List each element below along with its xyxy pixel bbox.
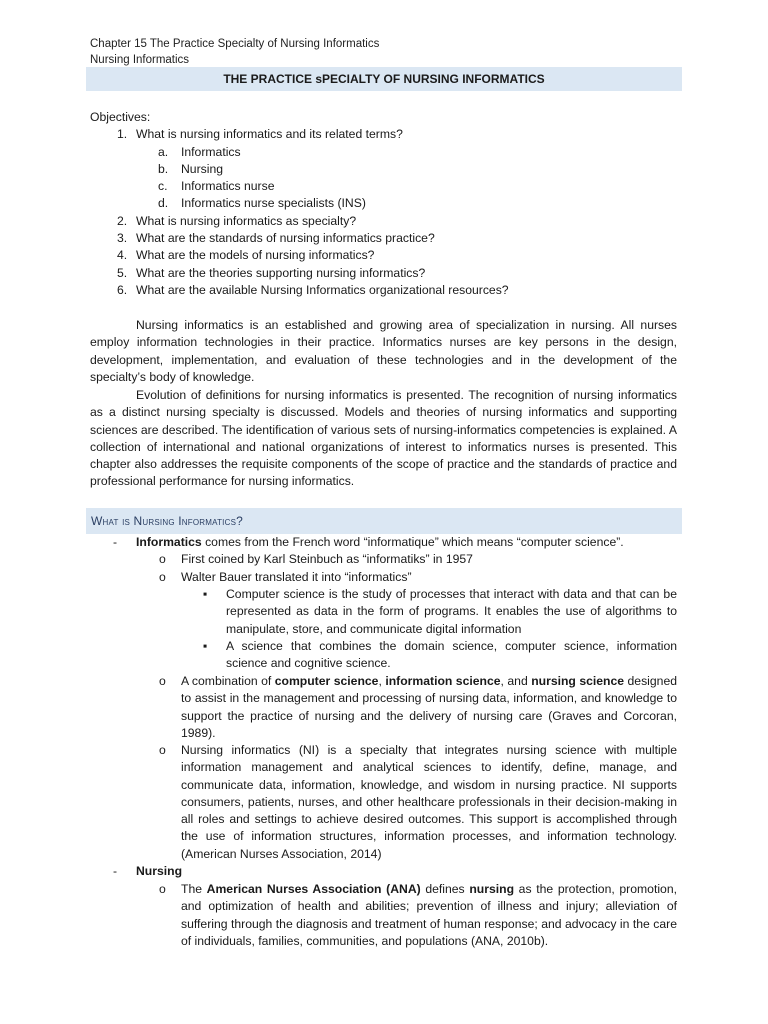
circle-bullet: o xyxy=(159,882,166,896)
objective-number: 2. xyxy=(117,214,128,228)
nursing-informatics-definition-graves xyxy=(181,673,677,742)
objective-item: What are the models of nursing informatics? xyxy=(136,248,375,262)
informatics-term: Informatics xyxy=(136,535,202,549)
document-title: THE PRACTICE sPECIALTY OF NURSING INFORMATICS xyxy=(86,67,682,91)
objective-item: What are the theories supporting nursing informatics? xyxy=(136,266,426,280)
dash-bullet: - xyxy=(113,535,118,549)
text-run: The xyxy=(181,882,207,896)
square-bullet: ▪ xyxy=(203,587,208,601)
objective-item: What are the available Nursing Informatics organizational resources? xyxy=(136,283,509,297)
objective-subitem: Informatics xyxy=(181,145,241,159)
section-heading xyxy=(86,508,682,534)
text-run: A combination of xyxy=(181,674,275,688)
objective-subitem: Informatics nurse specialists (INS) xyxy=(181,196,366,210)
text-run: as the protection, promotion, and optimization of health and abilities; prevention of illness and injury; alleviation of suffering through the diagnosis and treatment of human response; and advocacy in the care of individuals, families, communities, and populations (ANA, 2010b). xyxy=(181,882,677,948)
text-run: , and xyxy=(500,674,532,688)
text-run: defines xyxy=(420,882,470,896)
section-heading-text: What is Nursing Informatics? xyxy=(91,514,243,528)
objective-subitem-letter: c. xyxy=(158,179,168,193)
objective-subitem-letter: d. xyxy=(158,196,169,210)
objective-item: What is nursing informatics and its related terms? xyxy=(136,127,403,141)
objective-subitem: Nursing xyxy=(181,162,223,176)
circle-bullet: o xyxy=(159,570,166,584)
objective-item: What is nursing informatics as specialty? xyxy=(136,214,357,228)
objective-number: 5. xyxy=(117,266,128,280)
computer-science-definition: Computer science is the study of processes that interact with data and that can be represented as data in the form of programs. It enables the use of algorithms to manipulate, store, and communicate digital information xyxy=(226,587,677,636)
bold-term: computer science xyxy=(274,674,379,688)
objective-number: 6. xyxy=(117,283,128,297)
nursing-term: Nursing xyxy=(136,864,183,878)
nursing-definition xyxy=(181,881,677,950)
text-run: , xyxy=(378,674,386,688)
intro-paragraph-2: Evolution of definitions for nursing informatics is presented. The recognition of nursing informatics as a distinct nursing specialty is discussed. Models and theories of nursing informatics and supporting sciences are described. The identification of various sets of nursing-informatics competencies is explained. A collection of international and national organizations of interest to informatics nurses is presented. This chapter also addresses the requisite components of the scope of practice and the standards of practice and professional performance for nursing informatics. xyxy=(90,388,677,489)
objective-subitem-letter: a. xyxy=(158,145,169,159)
combined-science-definition: A science that combines the domain science, computer science, information science and cognitive science. xyxy=(226,639,677,671)
dash-bullet: - xyxy=(113,864,118,878)
running-header-chapter: Chapter 15 The Practice Specialty of Nursing Informatics xyxy=(90,38,380,50)
objectives-heading: Objectives: xyxy=(90,110,151,124)
bold-term: information science xyxy=(385,674,501,688)
bold-term: American Nurses Association (ANA) xyxy=(206,882,421,896)
informatics-definition xyxy=(136,534,624,551)
objective-subitem-letter: b. xyxy=(158,162,169,176)
objective-item: What are the standards of nursing informatics practice? xyxy=(136,231,435,245)
circle-bullet: o xyxy=(159,674,166,688)
objective-number: 3. xyxy=(117,231,128,245)
objective-number: 4. xyxy=(117,248,128,262)
informatics-point-2: Walter Bauer translated it into “informatics” xyxy=(181,570,412,584)
circle-bullet: o xyxy=(159,743,166,757)
informatics-definition-text: comes from the French word “informatique” which means “computer science”. xyxy=(201,535,624,549)
text-run: designed to assist in the management and processing of nursing data, information, and knowledge to support the practice of nursing and the delivery of nursing care (Graves and Corcoran, 1989). xyxy=(181,674,677,740)
objective-number: 1. xyxy=(117,127,128,141)
intro-paragraph-1: Nursing informatics is an established and growing area of specialization in nursing. All nurses employ information technologies in their practice. Informatics nurses are key persons in the design, development, implementation, and evaluation of these technologies and in the development of the specialty’s body of knowledge. xyxy=(90,318,677,384)
nursing-term-heading xyxy=(136,863,182,880)
circle-bullet: o xyxy=(159,552,166,566)
bold-term: nursing science xyxy=(531,674,625,688)
informatics-point-1: First coined by Karl Steinbuch as “informatiks” in 1957 xyxy=(181,552,473,566)
nursing-informatics-definition-ana: Nursing informatics (NI) is a specialty that integrates nursing science with multiple information management and analytical sciences to identify, define, manage, and communicate data, information, knowledge, and wisdom in nursing practice. NI supports consumers, patients, nurses, and other healthcare professionals in their decision-making in all roles and settings to achieve desired outcomes. This support is accomplished through the use of information structures, information processes, and information technology. (American Nurses Association, 2014) xyxy=(181,743,677,861)
objective-subitem: Informatics nurse xyxy=(181,179,275,193)
running-header-subject: Nursing Informatics xyxy=(90,54,190,66)
bold-term: nursing xyxy=(469,882,515,896)
square-bullet: ▪ xyxy=(203,639,208,653)
